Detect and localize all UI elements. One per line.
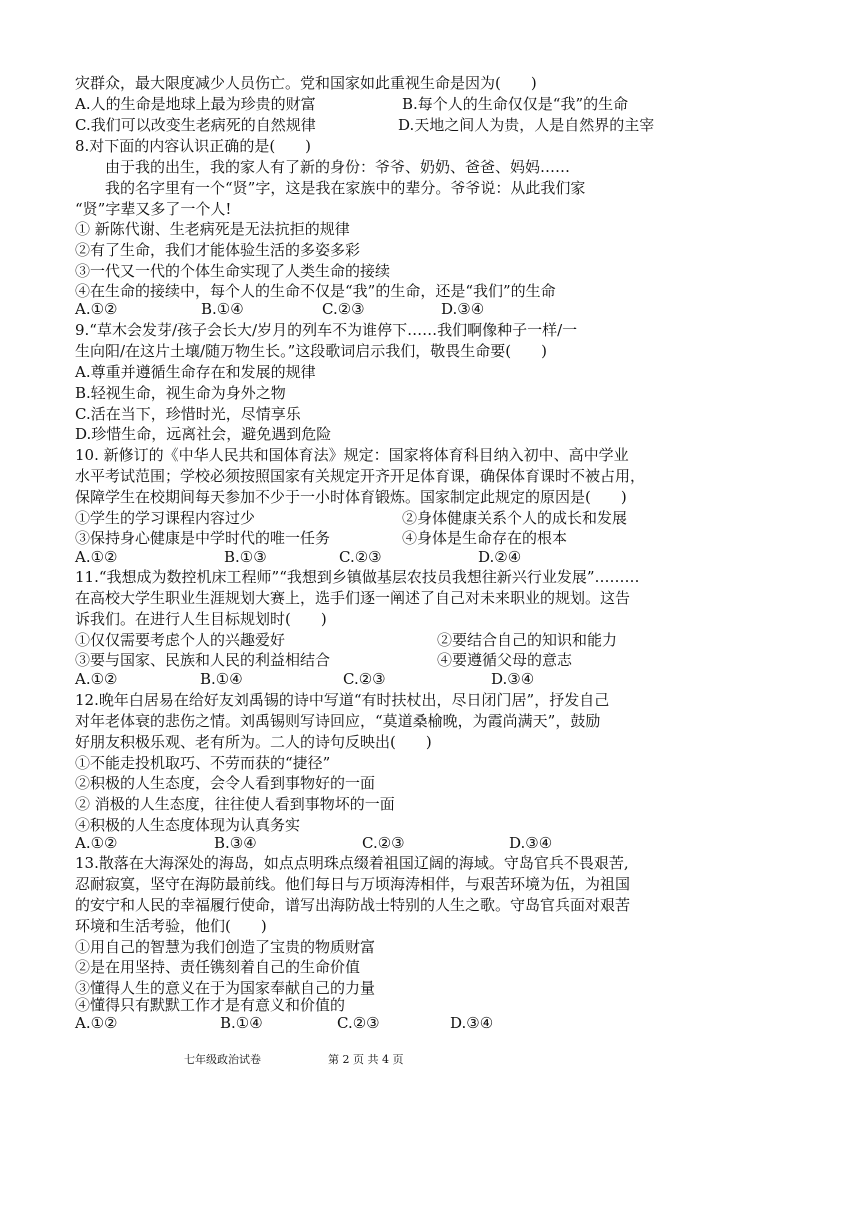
statement-item: ④身体是生命存在的根本 xyxy=(402,529,568,547)
option-b: B.①③ xyxy=(224,548,267,566)
text-line: 诉我们。在进行人生目标规划时( ) xyxy=(75,610,327,628)
question-12: 12.晚年白居易在给好友刘禹锡的诗中写道“有时扶杖出，尽日闭门居”，抒发自己 xyxy=(75,691,610,709)
text-line: 由于我的出生，我的家人有了新的身份：爷爷、奶奶、爸爸、妈妈…… xyxy=(105,158,571,176)
statement-item: ③保持身心健康是中学时代的唯一任务 xyxy=(75,529,331,547)
text-line: 生向阳/在这片土壤/随万物生长。”这段歌词启示我们，敬畏生命要( ) xyxy=(75,342,547,360)
question-10: 10. 新修订的《中华人民共和国体育法》规定：国家将体育科目纳入初中、高中学业 xyxy=(75,446,629,464)
option-c: C.活在当下，珍惜时光，尽情享乐 xyxy=(75,405,301,423)
statement-item: ①不能走投机取巧、不劳而获的“捷径” xyxy=(75,754,331,772)
statement-item: ①用自己的智慧为我们创造了宝贵的物质财富 xyxy=(75,938,376,956)
option-c: C.②③ xyxy=(343,670,386,688)
option-a: A.①② xyxy=(75,300,118,318)
statement-item: ③要与国家、民族和人民的利益相结合 xyxy=(75,651,331,669)
option-d: D.③④ xyxy=(441,300,485,318)
statement-item: ②积极的人生态度，会令人看到事物好的一面 xyxy=(75,774,376,792)
option-d: D.③④ xyxy=(509,834,553,852)
option-c: C.②③ xyxy=(339,548,382,566)
option-a: A.①② xyxy=(75,548,118,566)
text-line: 忍耐寂寞，坚守在海防最前线。他们每日与万顷海涛相伴，与艰苦环境为伍，为祖国 xyxy=(75,875,631,893)
statement-item: ② 消极的人生态度，往往使人看到事物坏的一面 xyxy=(75,795,395,813)
footer-page-number: 第 2 页 共 4 页 xyxy=(328,1053,404,1066)
statement-item: ②有了生命，我们才能体验生活的多姿多彩 xyxy=(75,241,361,259)
question-13: 13.散落在大海深处的海岛，如点点明珠点缀着祖国辽阔的海域。守岛官兵不畏艰苦, xyxy=(75,854,629,872)
option-b: B.①④ xyxy=(200,670,243,688)
option-a: A.①② xyxy=(75,834,118,852)
statement-item: ②是在用坚持、责任镌刻着自己的生命价值 xyxy=(75,958,361,976)
option-a: A.①② xyxy=(75,1014,118,1032)
question-9: 9.“草木会发芽/孩子会长大/岁月的列车不为谁停下……我们啊像种子一样/一 xyxy=(75,321,578,339)
text-line: 保障学生在校期间每天参加不少于一小时体育锻炼。国家制定此规定的原因是( ) xyxy=(75,488,627,506)
option-b: B.每个人的生命仅仅是“我”的生命 xyxy=(402,95,629,113)
question-11: 11.“我想成为数控机床工程师”“我想到乡镇做基层农技员我想往新兴行业发展”……… xyxy=(75,568,640,586)
option-b: B.轻视生命，视生命为身外之物 xyxy=(75,384,286,402)
statement-item: ①仅仅需要考虑个人的兴趣爱好 xyxy=(75,631,286,649)
text-line: “贤”字辈又多了一个人! xyxy=(75,200,232,218)
option-d: D.②④ xyxy=(478,548,522,566)
option-a: A.人的生命是地球上最为珍贵的财富 xyxy=(75,95,316,113)
statement-item: ④在生命的接续中，每个人的生命不仅是“我”的生命，还是“我们”的生命 xyxy=(75,282,556,300)
option-d: D.③④ xyxy=(491,670,535,688)
text-line: 灾群众，最大限度减少人员伤亡。党和国家如此重视生命是因为( ) xyxy=(75,74,537,92)
option-c: C.②③ xyxy=(362,834,405,852)
statement-item: ④要遵循父母的意志 xyxy=(437,651,573,669)
option-a: A.尊重并遵循生命存在和发展的规律 xyxy=(75,363,316,381)
option-a: A.①② xyxy=(75,670,118,688)
text-line: 水平考试范围；学校必须按照国家有关规定开齐开足体育课，确保体育课时不被占用， xyxy=(75,467,646,485)
question-8: 8.对下面的内容认识正确的是( ) xyxy=(75,137,312,155)
option-b: B.①④ xyxy=(220,1014,263,1032)
option-c: C.我们可以改变生老病死的自然规律 xyxy=(75,116,316,134)
option-d: D.珍惜生命，远离社会，避免遇到危险 xyxy=(75,425,332,443)
statement-item: ① 新陈代谢、生老病死是无法抗拒的规律 xyxy=(75,220,350,238)
option-b: B.①④ xyxy=(201,300,244,318)
statement-item: ②身体健康关系个人的成长和发展 xyxy=(402,509,628,527)
option-d: D.③④ xyxy=(450,1014,494,1032)
option-b: B.③④ xyxy=(214,834,257,852)
text-line: 我的名字里有一个“贤”字，这是我在家族中的辈分。爷爷说：从此我们家 xyxy=(105,179,586,197)
option-c: C.②③ xyxy=(337,1014,380,1032)
option-c: C.②③ xyxy=(322,300,365,318)
footer-exam-title: 七年级政治试卷 xyxy=(184,1053,261,1066)
text-line: 环境和生活考验，他们( ) xyxy=(75,917,267,935)
statement-item: ④懂得只有默默工作才是有意义和价值的 xyxy=(75,996,346,1014)
statement-item: ②要结合自己的知识和能力 xyxy=(437,631,618,649)
text-line: 好朋友积极乐观、老有所为。二人的诗句反映出( ) xyxy=(75,733,432,751)
text-line: 的安宁和人民的幸福履行使命，谱写出海防战士特别的人生之歌。守岛官兵面对艰苦 xyxy=(75,896,631,914)
option-d: D.天地之间人为贵，人是自然界的主宰 xyxy=(398,116,655,134)
statement-item: ③一代又一代的个体生命实现了人类生命的接续 xyxy=(75,262,391,280)
text-line: 在高校大学生职业生涯规划大赛上，选手们逐一阐述了自己对未来职业的规划。这告 xyxy=(75,589,631,607)
text-line: 对年老体衰的悲伤之情。刘禹锡则写诗回应，“莫道桑榆晚，为霞尚满天”，鼓励 xyxy=(75,712,601,730)
statement-item: ③懂得人生的意义在于为国家奉献自己的力量 xyxy=(75,979,376,997)
statement-item: ④积极的人生态度体现为认真务实 xyxy=(75,816,301,834)
statement-item: ①学生的学习课程内容过少 xyxy=(75,509,256,527)
